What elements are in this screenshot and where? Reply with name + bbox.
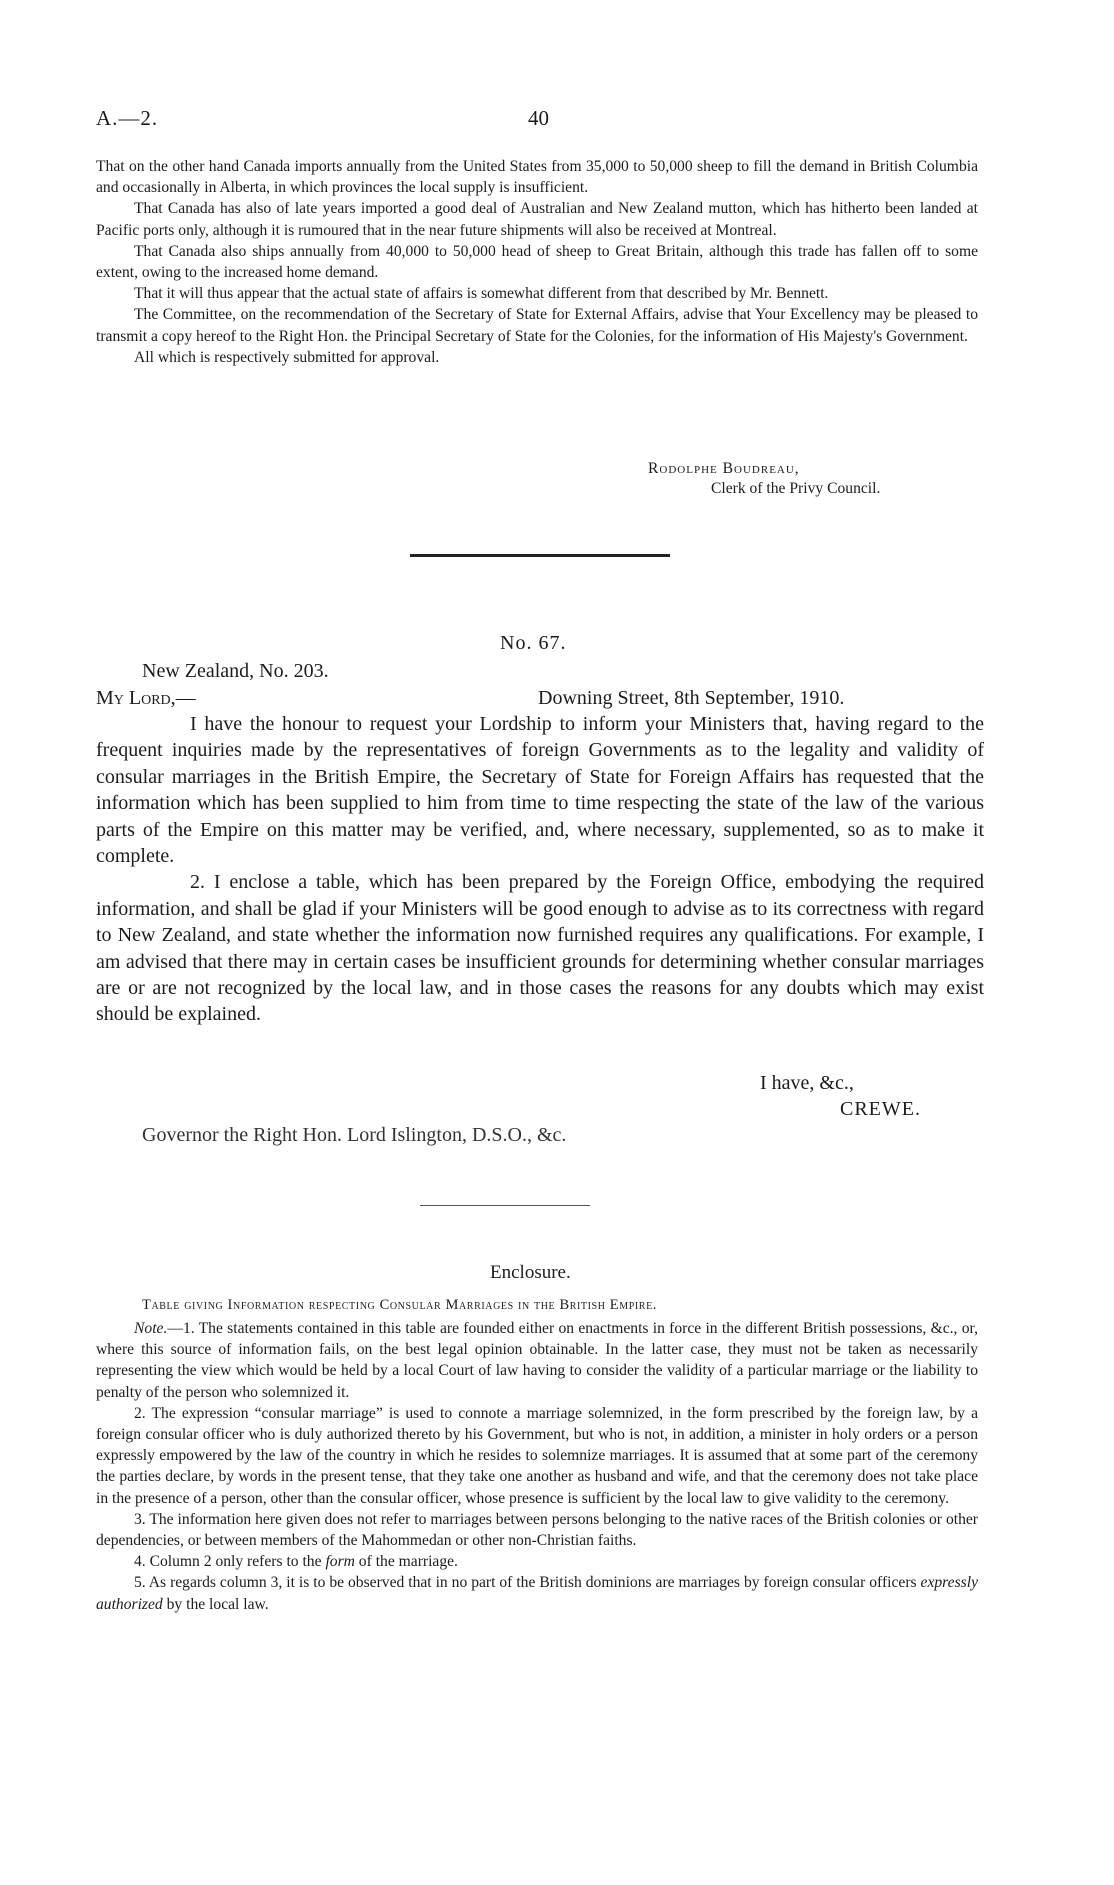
- section-divider: [410, 554, 670, 557]
- letter-number: No. 67.: [500, 632, 567, 654]
- note-1: Note.—1. The statements contained in this table are founded either on enactments in force in the different British possessions, &c., or, where this source of information fails, on the best legal opinion obtainable. In the latter case, they must not be taken as necessarily representing the view which would be held by a local Court of law having to consider the validity of a particular marriage or the liability to penalty of the person who solemnized it.: [96, 1320, 978, 1401]
- signatory-name: Rodolphe Boudreau,: [648, 460, 800, 477]
- note-5: 5. As regards column 3, it is to be observed that in no part of the British dominions are marriages by foreign consular officers expressly authorized by the local law.: [96, 1574, 978, 1613]
- letter-place-date: Downing Street, 8th September, 1910.: [538, 687, 845, 709]
- series-reference: A.—2.: [96, 106, 159, 130]
- signatory-title: Clerk of the Privy Council.: [711, 480, 881, 497]
- report-paragraph: That Canada has also of late years imported a good deal of Australian and New Zealand mutton, which has hitherto been landed at Pacific ports only, although it is rumoured that in the near future shipments will also be received at Montreal.: [96, 200, 978, 239]
- report-paragraph: That on the other hand Canada imports annually from the United States from 35,000 to 50,000 sheep to fill the demand in British Columbia and occasionally in Alberta, in which provinces the local supply is insufficient.: [96, 158, 978, 197]
- letter-reference: New Zealand, No. 203.: [142, 660, 329, 682]
- report-continuation: [96, 156, 978, 368]
- note-3: 3. The information here given does not refer to marriages between persons belonging to the native races of the British colonies or other dependencies, or between members of the Mahommedan or other non-Christian faiths.: [96, 1510, 978, 1550]
- letter-body: [96, 711, 984, 1028]
- report-paragraph: That Canada also ships annually from 40,000 to 50,000 head of sheep to Great Britain, although this trade has fallen off to some extent, owing to the increased home demand.: [96, 242, 978, 282]
- report-paragraph: The Committee, on the recommendation of the Secretary of State for External Affairs, advise that Your Excellency may be pleased to transmit a copy hereof to the Right Hon. the Principal Secretary of State for the Colonies, for the information of His Majesty's Government.: [96, 306, 978, 345]
- report-paragraph: All which is respectively submitted for approval.: [134, 348, 440, 366]
- page-number: 40: [528, 106, 549, 130]
- report-paragraph: That it will thus appear that the actual state of affairs is somewhat different from that described by Mr. Bennett.: [134, 285, 829, 303]
- note-4: 4. Column 2 only refers to the form of the marriage.: [134, 1553, 458, 1571]
- enclosure-notes: [96, 1318, 978, 1615]
- letter-paragraph: 2. I enclose a table, which has been prepared by the Foreign Office, embodying the required information, and shall be glad if your Ministers will be good enough to advise as to its correctness with regard to New Zealand, and state whether the information now furnished requires any qualifications. For example, I am advised that there may in certain cases be insufficient grounds for determining whether consular marriages are or are not recognized by the local law, and in those cases the reasons for any doubts which may exist should be explained.: [96, 871, 984, 1026]
- note-2: 2. The expression “consular marriage” is used to connote a marriage solemnized, in the form prescribed by the foreign law, by a foreign consular officer who is duly authorized thereto by his Government, but who is not, in addition, a minister in holy orders or a person expressly empowered by the law of the country in which he resides to solemnize marriages. It is assumed that at some part of the ceremony the parties declare, by words in the present tense, that they take one another as husband and wife, and that the ceremony does not take place in the presence of a person, other than the consular officer, whose presence is sufficient by the local law to give validity to the ceremony.: [96, 1404, 978, 1507]
- letter-paragraph: I have the honour to request your Lordship to inform your Ministers that, having regard to the frequent inquiries made by the representatives of foreign Governments as to the legality and validity of consular marriages in the British Empire, the Secretary of State for Foreign Affairs has requested that the information which has been supplied to him from time to time respecting the state of the law of the various parts of the Empire on this matter may be verified, and, where necessary, supplemented, so as to make it complete.: [96, 713, 984, 868]
- note-label: Note.: [134, 1320, 168, 1337]
- section-divider: [420, 1205, 590, 1206]
- letter-closing: I have, &c.,: [760, 1072, 854, 1094]
- page-header: [96, 106, 996, 136]
- privy-council-signature: [648, 459, 880, 499]
- letter-salutation: My Lord,—: [96, 687, 196, 709]
- letter-addressee: Governor the Right Hon. Lord Islington, D.S.O., &c.: [142, 1124, 567, 1146]
- table-title: Table giving Information respecting Consular Marriages in the British Empire.: [142, 1297, 658, 1313]
- letter-signature: CREWE.: [840, 1098, 921, 1120]
- enclosure-heading: Enclosure.: [490, 1262, 571, 1283]
